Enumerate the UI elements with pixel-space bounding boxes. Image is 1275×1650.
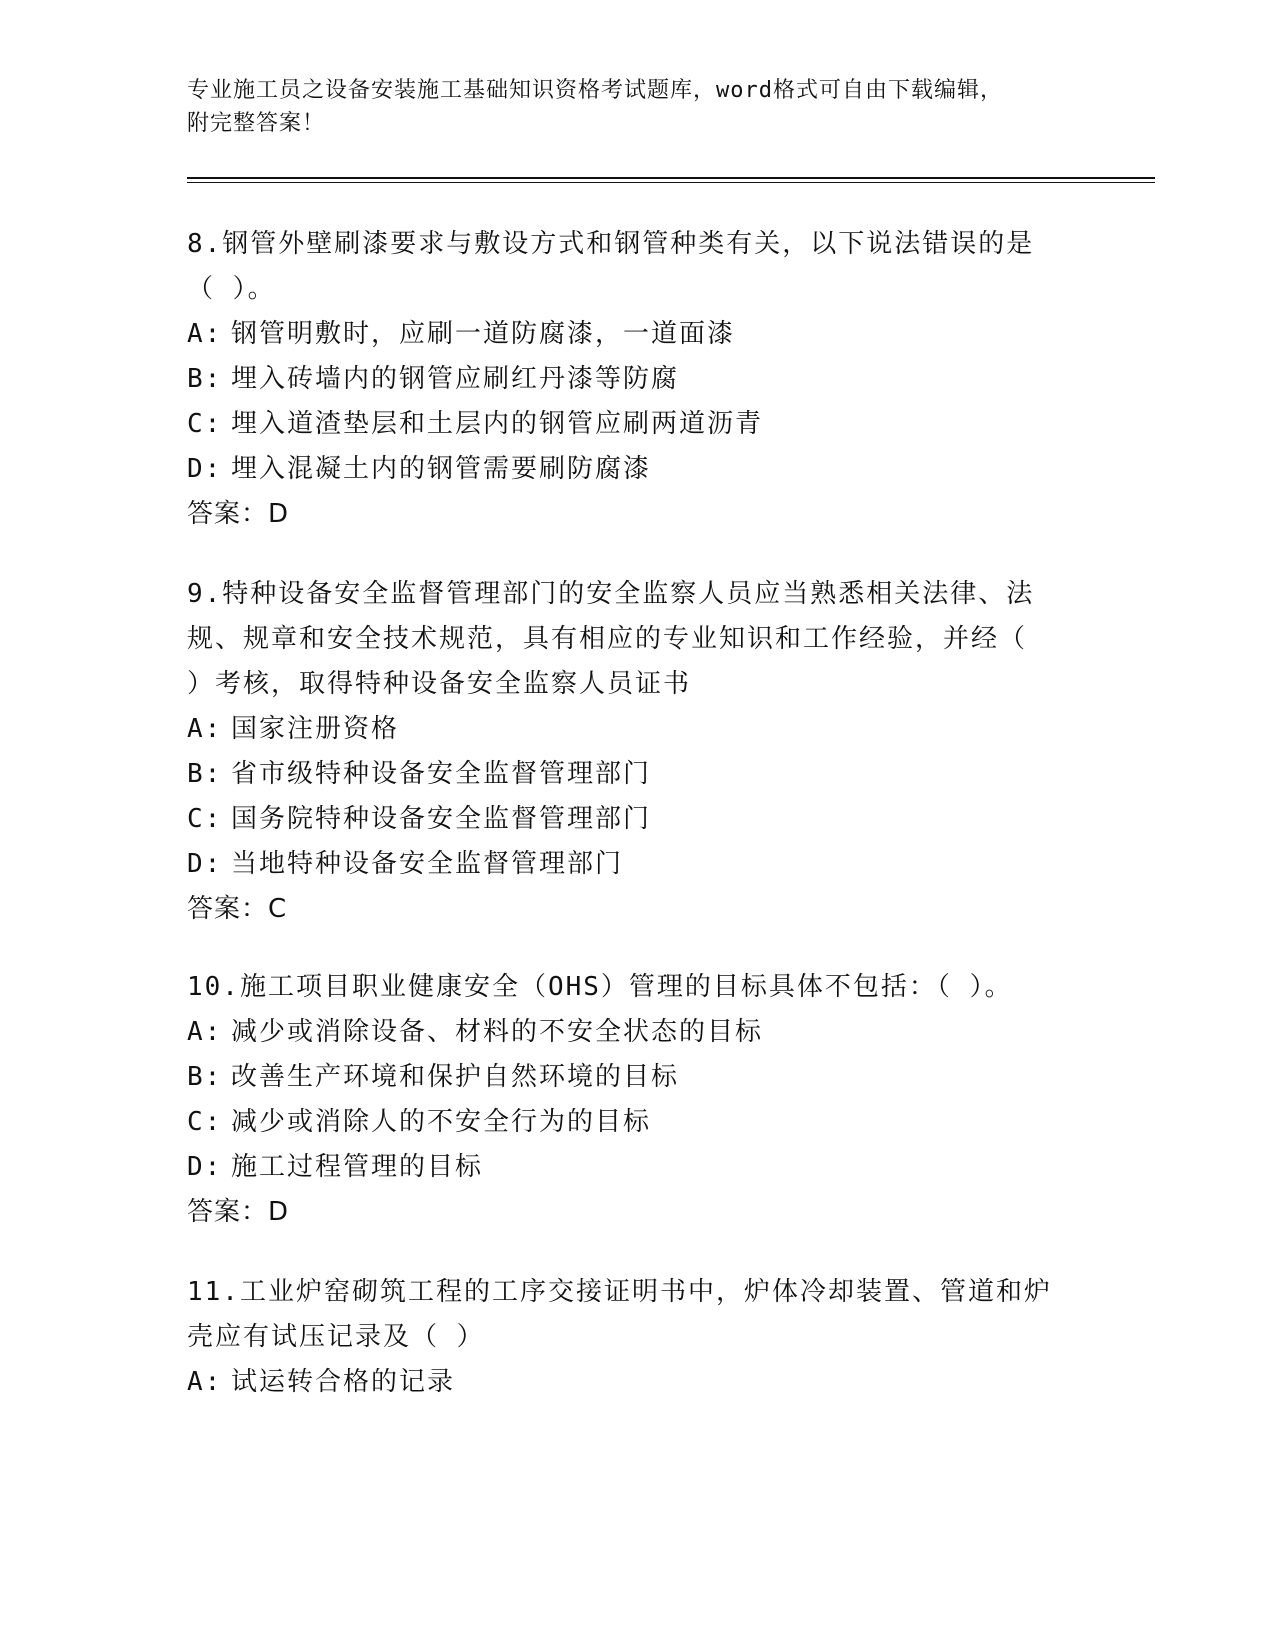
question-stem-line: 10.施工项目职业健康安全（OHS）管理的目标具体不包括：（ ）。	[187, 972, 1013, 1002]
option-b	[187, 357, 1067, 402]
document-header	[187, 74, 1067, 140]
option-text: 埋入混凝土内的钢管需要刷防腐漆	[231, 454, 652, 484]
option-text: 试运转合格的记录	[231, 1367, 456, 1397]
option-b	[187, 752, 1067, 797]
option-d	[187, 1145, 1067, 1190]
option-text: 埋入砖墙内的钢管应刷红丹漆等防腐	[231, 364, 680, 394]
question-stem-line: ）考核，取得特种设备安全监察人员证书	[187, 669, 692, 699]
option-letter: C:	[187, 1107, 223, 1137]
option-letter: C:	[187, 409, 223, 439]
option-a	[187, 1360, 1067, 1405]
option-a	[187, 707, 1067, 752]
option-letter: A:	[187, 1017, 223, 1047]
question-stem-line: （ ）。	[187, 274, 276, 304]
option-letter: B:	[187, 759, 223, 789]
option-letter: B:	[187, 1062, 223, 1092]
option-text: 钢管明敷时，应刷一道防腐漆，一道面漆	[231, 319, 736, 349]
option-text: 省市级特种设备安全监督管理部门	[231, 759, 652, 789]
question-11	[187, 1270, 1067, 1405]
question-stem-line: 规、规章和安全技术规范，具有相应的专业知识和工作经验，并经（	[187, 624, 1028, 654]
option-letter: D:	[187, 1152, 223, 1182]
question-stem-line: 9.特种设备安全监督管理部门的安全监察人员应当熟悉相关法律、法	[187, 579, 1035, 609]
option-a	[187, 312, 1067, 357]
header-divider-thick	[187, 177, 1155, 179]
option-letter: A:	[187, 319, 223, 349]
header-line-1: 专业施工员之设备安装施工基础知识资格考试题库，word格式可自由下载编辑，	[187, 78, 1003, 103]
question-stem-line: 8.钢管外壁刷漆要求与敷设方式和钢管种类有关，以下说法错误的是	[187, 229, 1035, 259]
option-text: 当地特种设备安全监督管理部门	[231, 849, 624, 879]
option-text: 减少或消除人的不安全行为的目标	[231, 1107, 652, 1137]
question-8	[187, 222, 1067, 537]
option-d	[187, 842, 1067, 887]
option-letter: D:	[187, 454, 223, 484]
question-10	[187, 965, 1067, 1235]
option-letter: D:	[187, 849, 223, 879]
option-text: 国家注册资格	[231, 714, 400, 744]
answer-line: 答案：C	[187, 894, 288, 924]
header-divider-thin	[187, 182, 1155, 183]
option-text: 改善生产环境和保护自然环境的目标	[231, 1062, 680, 1092]
option-letter: A:	[187, 1367, 223, 1397]
option-c	[187, 797, 1067, 842]
option-a	[187, 1010, 1067, 1055]
option-c	[187, 1100, 1067, 1145]
answer-line: 答案：D	[187, 499, 290, 529]
question-9	[187, 572, 1067, 932]
option-letter: C:	[187, 804, 223, 834]
option-text: 减少或消除设备、材料的不安全状态的目标	[231, 1017, 764, 1047]
option-text: 国务院特种设备安全监督管理部门	[231, 804, 652, 834]
option-d	[187, 447, 1067, 492]
option-letter: A:	[187, 714, 223, 744]
header-line-2: 附完整答案！	[187, 111, 326, 136]
answer-line: 答案：D	[187, 1197, 290, 1227]
option-text: 施工过程管理的目标	[231, 1152, 484, 1182]
option-c	[187, 402, 1067, 447]
option-text: 埋入道渣垫层和土层内的钢管应刷两道沥青	[231, 409, 764, 439]
question-stem-line: 壳应有试压记录及（ ）	[187, 1322, 485, 1352]
question-stem-line: 11.工业炉窑砌筑工程的工序交接证明书中，炉体冷却装置、管道和炉	[187, 1277, 1052, 1307]
option-letter: B:	[187, 364, 223, 394]
option-b	[187, 1055, 1067, 1100]
